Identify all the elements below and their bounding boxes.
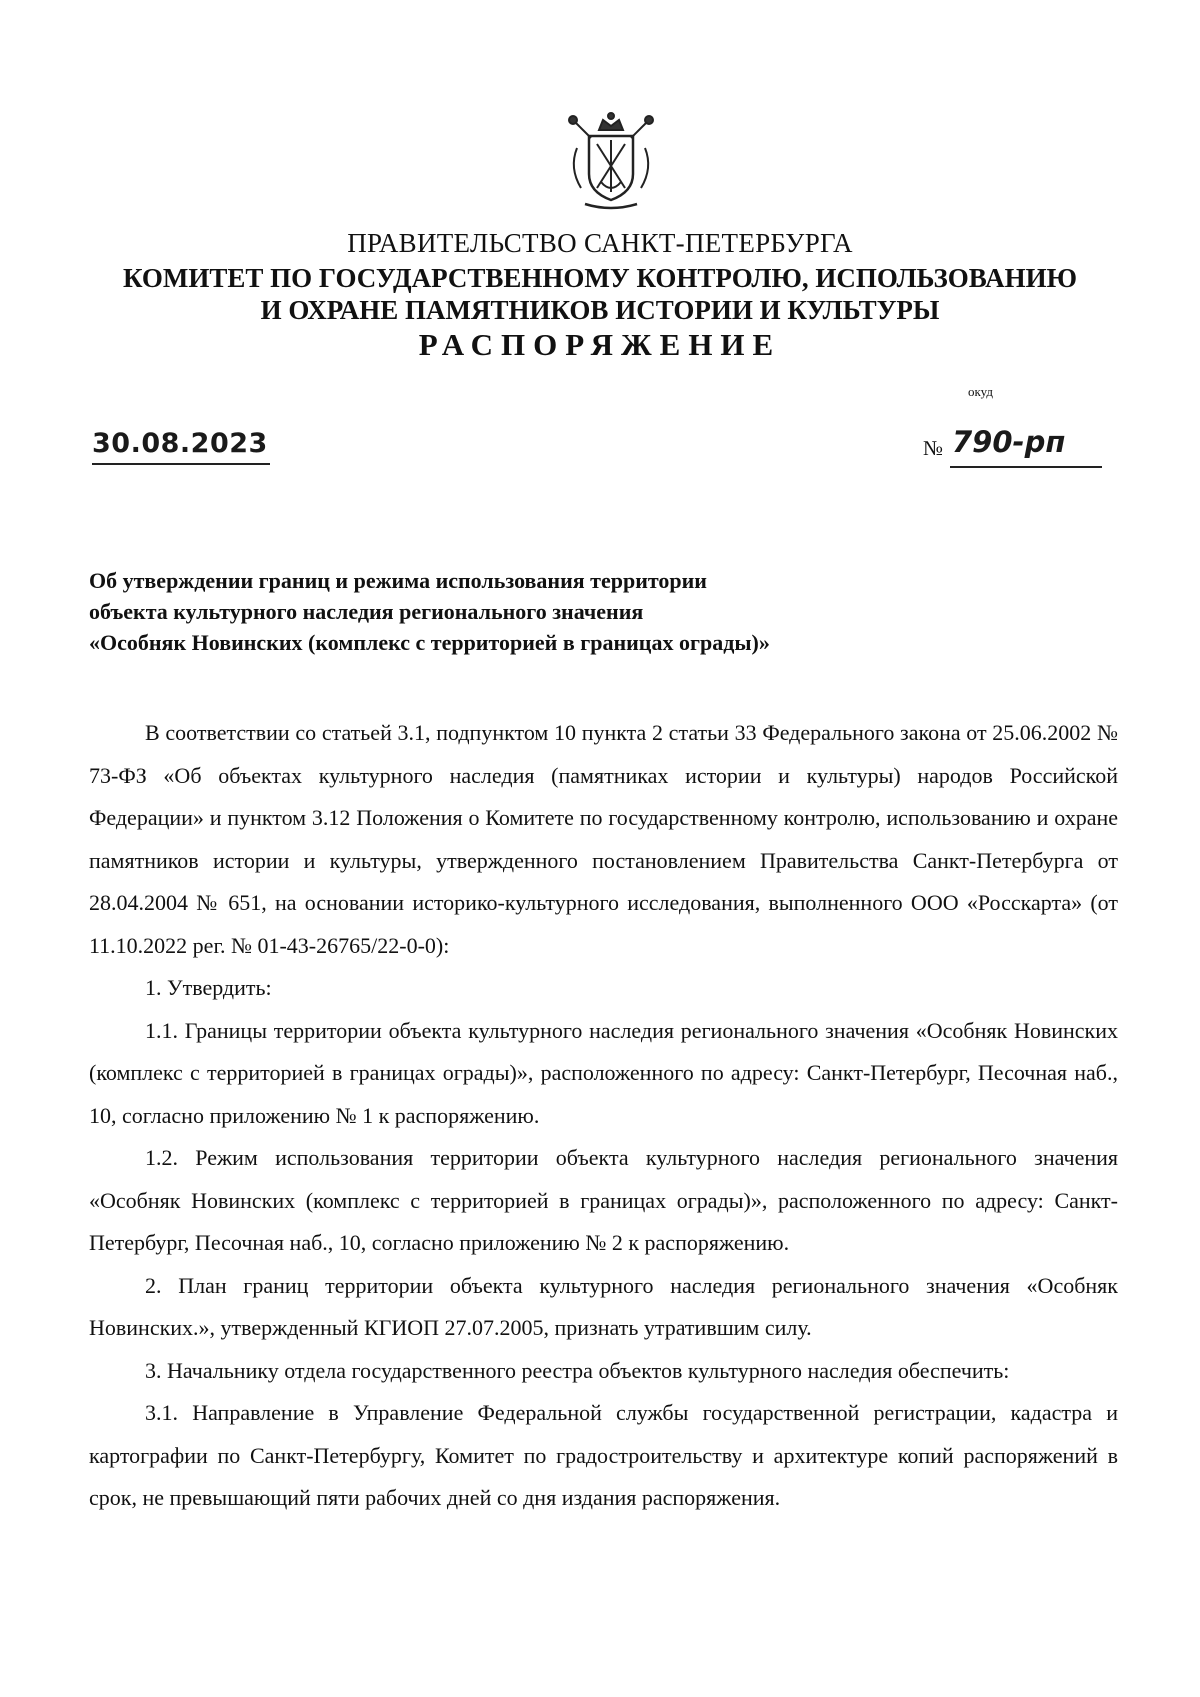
subject-line-1: Об утверждении границ и режима использования территории xyxy=(89,568,707,593)
committee-name-line-1: КОМИТЕТ ПО ГОСУДАРСТВЕННОМУ КОНТРОЛЮ, ИСПОЛЬЗОВАНИЮ xyxy=(123,263,1077,293)
item-2-paragraph: 2. План границ территории объекта культурного наследия регионального значения «Особняк Новинских.», утвержденный КГИОП 27.07.2005, признать утратившим силу. xyxy=(89,1272,1118,1340)
okud-label: окуд xyxy=(968,384,993,399)
order-body xyxy=(89,712,1118,1520)
order-number: 790-рп xyxy=(952,425,1066,459)
preamble-paragraph: В соответствии со статьей 3.1, подпунктом 10 пункта 2 статьи 33 Федерального закона от 25.06.2002 № 73-ФЗ «Об объектах культурного наследия (памятниках истории и культуры) народов Российской Федерации» и пунктом 3.12 Положения о Комитете по государственному контролю, использованию и охране памятников истории и культуры, утвержденного постановлением Правительства Санкт-Петербурга от 28.04.2004 № 651, на основании историко-культурного исследования, выполненного ООО «Росскарта» (от 11.10.2022 рег. № 01-43-26765/22-0-0): xyxy=(89,720,1118,958)
subject-line-2: объекта культурного наследия регионального значения xyxy=(89,599,644,624)
government-name: ПРАВИТЕЛЬСТВО САНКТ-ПЕТЕРБУРГА xyxy=(347,228,853,258)
order-number-label: № xyxy=(923,436,944,460)
subject-line-3: «Особняк Новинских (комплекс с территорией в границах ограды)» xyxy=(89,630,770,655)
coat-of-arms-emblem xyxy=(565,108,657,214)
item-1-2-paragraph: 1.2. Режим использования территории объекта культурного наследия регионального значения «Особняк Новинских (комплекс с территорией в границах ограды)», расположенного по адресу: Санкт-Петербург, Песочная наб., 10, согласно приложению № 2 к распоряжению. xyxy=(89,1145,1118,1255)
committee-name-line-2: И ОХРАНЕ ПАМЯТНИКОВ ИСТОРИИ И КУЛЬТУРЫ xyxy=(260,295,940,325)
date-underline xyxy=(92,463,270,465)
item-3-paragraph: 3. Начальнику отдела государственного реестра объектов культурного наследия обеспечить: xyxy=(145,1357,1010,1383)
committee-name xyxy=(0,262,1200,326)
item-1-1-paragraph: 1.1. Границы территории объекта культурного наследия регионального значения «Особняк Новинских (комплекс с территорией в границах ограды)», расположенного по адресу: Санкт-Петербург, Песочная наб., 10, согласно приложению № 1 к распоряжению. xyxy=(89,1017,1118,1128)
number-underline xyxy=(950,466,1102,468)
order-subject xyxy=(89,565,849,658)
document-type-title: РАСПОРЯЖЕНИЕ xyxy=(418,327,782,362)
item-3-1-paragraph: 3.1. Направление в Управление Федеральной службы государственной регистрации, кадастра и картографии по Санкт-Петербургу, Комитет по градостроительству и архитектуре копий распоряжений в срок, не превышающий пяти рабочих дней со дня издания распоряжения. xyxy=(89,1400,1118,1510)
item-1-paragraph: 1. Утвердить: xyxy=(145,975,272,1000)
order-date: 30.08.2023 xyxy=(92,428,268,459)
